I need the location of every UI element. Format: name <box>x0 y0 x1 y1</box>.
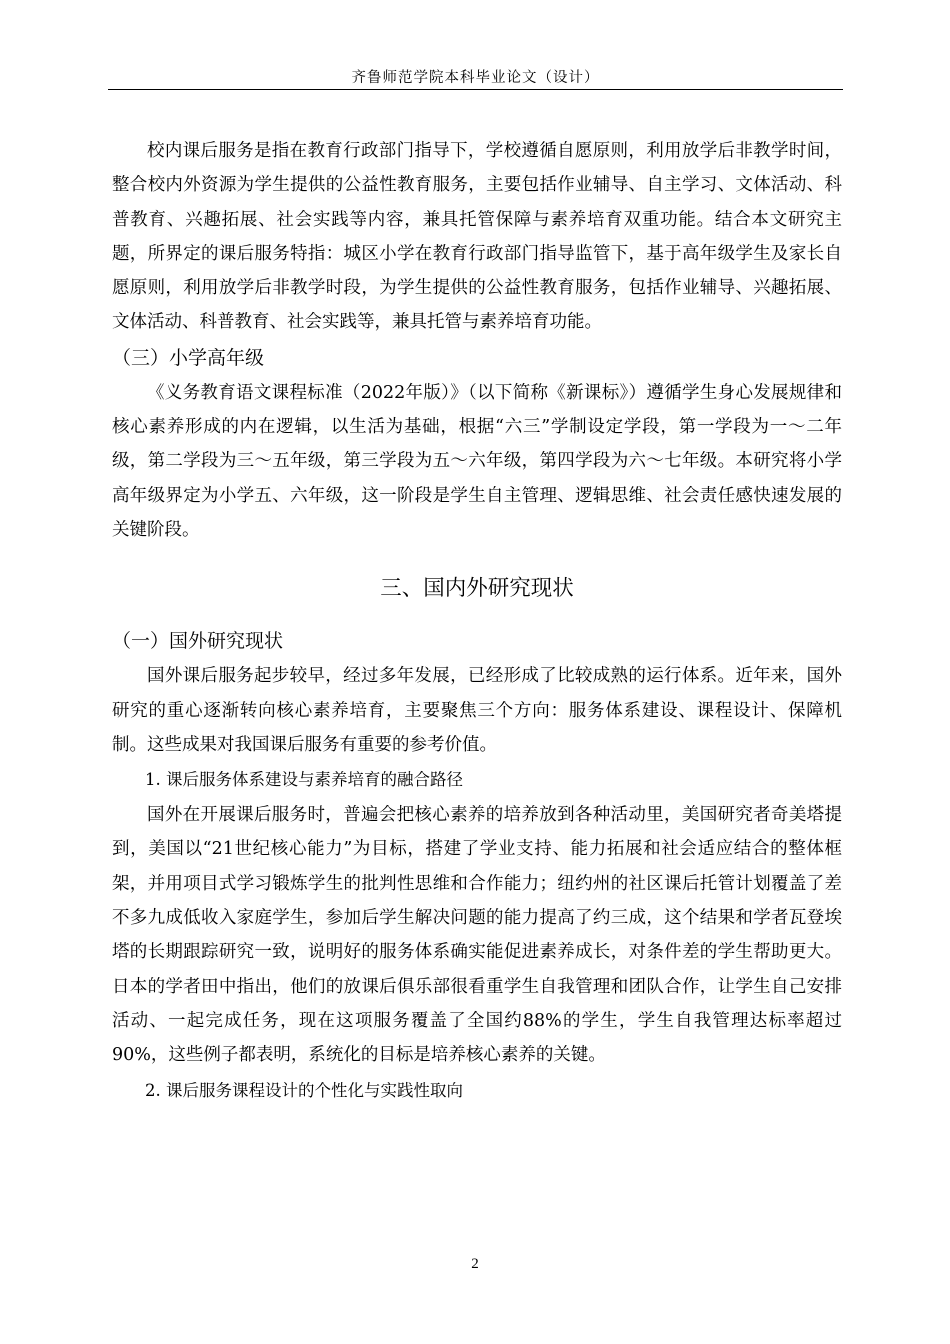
subheading-foreign-research: （一）国外研究现状 <box>112 630 284 653</box>
page-body <box>112 134 842 1109</box>
page-header-title: 齐鲁师范学院本科毕业论文（设计） <box>351 70 600 86</box>
page-number: 2 <box>471 1256 479 1272</box>
paragraph-upper-grades-definition: 《义务教育语文课程标准（2022年版）》（以下简称《新课标》）遵循学生身心发展规律和核心素养形成的内在逻辑，以生活为基础，根据“六三”学制设定学段，第一学段为一～二年级，第二学段为三～五年级，第三学段为五～六年级，第四学段为六～七年级。本研究将小学高年级界定为小学五、六年级，这一阶段是学生自主管理、逻辑思维、社会责任感快速发展的关键阶段。 <box>112 382 842 540</box>
list-item-curriculum-design: 2. 课后服务课程设计的个性化与实践性取向 <box>145 1080 463 1100</box>
paragraph-after-school-service-definition: 校内课后服务是指在教育行政部门指导下，学校遵循自愿原则，利用放学后非教学时间，整合校内外资源为学生提供的公益性教育服务，主要包括作业辅导、自主学习、文体活动、科普教育、兴趣拓展、社会实践等内容，兼具托管保障与素养培育双重功能。结合本文研究主题，所界定的课后服务特指：城区小学在教育行政部门指导监管下，基于高年级学生及家长自愿原则，利用放学后非教学时段，为学生提供的公益性教育服务，包括作业辅导、兴趣拓展、文体活动、科普教育、社会实践等，兼具托管与素养培育功能。 <box>112 141 842 333</box>
subheading-upper-primary-grades: （三）小学高年级 <box>112 346 265 369</box>
paragraph-foreign-research-overview: 国外课后服务起步较早，经过多年发展，已经形成了比较成熟的运行体系。近年来，国外研究的重心逐渐转向核心素养培育，主要聚焦三个方向：服务体系建设、课程设计、保障机制。这些成果对我国课后服务有重要的参考价值。 <box>112 666 842 755</box>
list-item-system-building: 1. 课后服务体系建设与素养培育的融合路径 <box>145 770 463 790</box>
section-heading-research-status: 三、国内外研究现状 <box>380 576 574 602</box>
paragraph-system-building-detail: 国外在开展课后服务时，普遍会把核心素养的培养放到各种活动里，美国研究者奇美塔提到，美国以“21世纪核心能力”为目标，搭建了学业支持、能力拓展和社会适应结合的整体框架，并用项目式学习锻炼学生的批判性思维和合作能力；纽约州的社区课后托管计划覆盖了差不多九成低收入家庭学生，参加后学生解决问题的能力提高了约三成，这个结果和学者瓦登埃塔的长期跟踪研究一致，说明好的服务体系确实能促进素养成长，对条件差的学生帮助更大。日本的学者田中指出，他们的放课后俱乐部很看重学生自我管理和团队合作，让学生自己安排活动、一起完成任务，现在这项服务覆盖了全国约88%的学生，学生自我管理达标率超过90%，这些例子都表明，系统化的目标是培养核心素养的关键。 <box>112 805 842 1066</box>
header-divider <box>108 89 843 90</box>
